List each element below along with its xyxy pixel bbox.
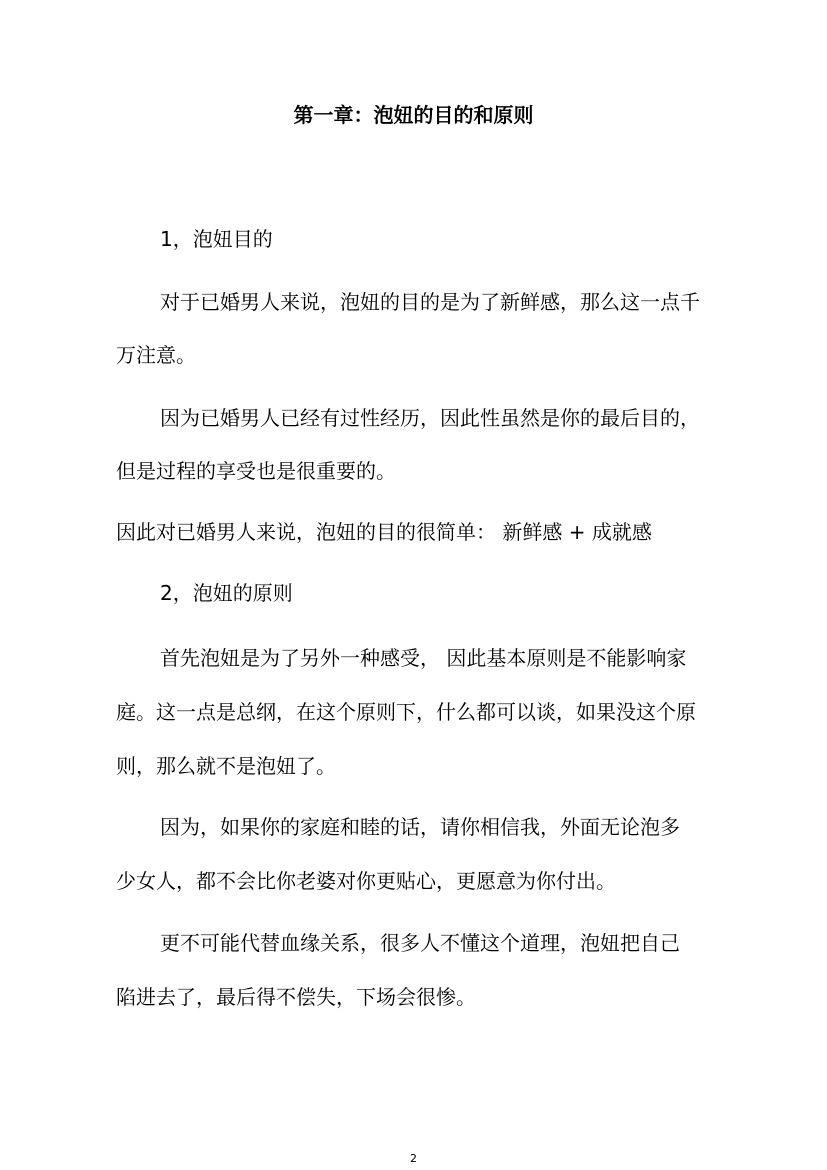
paragraph-line: 因为，如果你的家庭和睦的话，请你相信我，外面无论泡多 <box>160 815 680 839</box>
paragraph-line: 则，那么就不是泡妞了。 <box>116 754 336 778</box>
paragraph-line: 对于已婚男人来说，泡妞的目的是为了新鲜感，那么这一点千 <box>160 290 700 314</box>
paragraph-line: 庭。这一点是总纲，在这个原则下，什么都可以谈，如果没这个原 <box>116 700 696 724</box>
section-heading-purpose: 1，泡妞目的 <box>160 227 273 251</box>
page-number: 2 <box>410 1152 417 1165</box>
chapter-title: 第一章：泡妞的目的和原则 <box>293 103 534 127</box>
paragraph-line: 因为已婚男人已经有过性经历，因此性虽然是你的最后目的， <box>160 406 700 430</box>
paragraph-line: 更不可能代替血缘关系，很多人不懂这个道理，泡妞把自己 <box>160 931 680 955</box>
paragraph-line: 但是过程的享受也是很重要的。 <box>116 459 396 483</box>
paragraph-line: 少女人，都不会比你老婆对你更贴心，更愿意为你付出。 <box>116 869 616 893</box>
paragraph-line: 万注意。 <box>116 343 196 367</box>
paragraph-line: 陷进去了，最后得不偿失，下场会很惨。 <box>116 985 476 1009</box>
paragraph-line: 因此对已婚男人来说，泡妞的目的很简单： 新鲜感 + 成就感 <box>116 520 652 544</box>
section-heading-principle: 2，泡妞的原则 <box>160 581 293 605</box>
paragraph-line: 首先泡妞是为了另外一种感受， 因此基本原则是不能影响家 <box>160 646 687 670</box>
